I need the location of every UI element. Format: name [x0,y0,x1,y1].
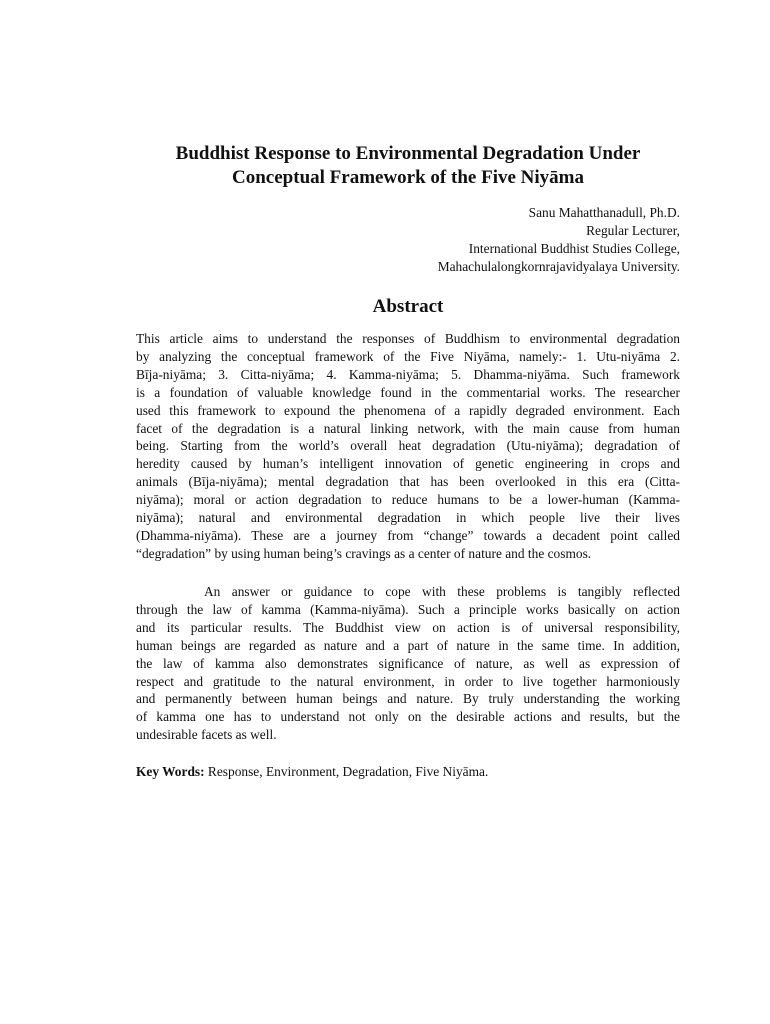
author-position: Regular Lecturer, [586,223,680,238]
author-block [230,204,680,276]
keywords-text: Response, Environment, Degradation, Five Niyāma. [204,764,489,779]
abstract-p2-line: respect and gratitude to the natural environment, in order to live together harmoniously [136,673,680,689]
keywords-label: Key Words: [136,764,205,779]
abstract-p1-line: (Dhamma-niyāma). These are a journey from “change” towards a decadent point called [136,527,680,543]
keywords-line [136,763,680,781]
author-college: International Buddhist Studies College, [468,241,680,256]
abstract-p1-line: facet of the degradation is a natural linking network, with the main cause from human [136,420,680,436]
abstract-p1-line: being. Starting from the world’s overall heat degradation (Utu-niyāma); degradation of [136,438,680,454]
abstract-p2-line: and permanently between human beings and nature. By truly understanding the working [136,691,680,707]
abstract-p1-line: This article aims to understand the responses of Buddhism to environmental degradation [136,331,680,346]
abstract-heading: Abstract [372,296,444,317]
abstract-p1-line: Bīja-niyāma; 3. Citta-niyāma; 4. Kamma-niyāma; 5. Dhamma-niyāma. Such framework [136,366,680,382]
abstract-p2-line: of kamma one has to understand not only on the desirable actions and results, but the [136,709,680,725]
abstract-p2-line: the law of kamma also demonstrates significance of nature, as well as expression of [136,655,680,671]
abstract-p2-line: human beings are regarded as nature and a part of nature in the same time. In addition, [136,637,680,653]
abstract-p2-line: and its particular results. The Buddhist view on action is of universal responsibility, [136,619,680,635]
author-name: Sanu Mahatthanadull, Ph.D. [528,205,680,220]
abstract-p2-line: undesirable facets as well. [136,727,277,743]
paper-title-line-1: Buddhist Response to Environmental Degradation Under [175,143,641,164]
abstract-p2-line: through the law of kamma (Kamma-niyāma). Such a principle works basically on action [136,601,680,617]
abstract-p1-line: niyāma); natural and environmental degradation in which people live their lives [136,510,680,526]
abstract-paragraph-1 [136,330,680,563]
abstract-p2-line: An answer or guidance to cope with these problems is tangibly reflected [204,584,680,599]
abstract-p1-line: is a foundation of valuable knowledge found in the commentarial works. The researcher [136,384,680,400]
abstract-paragraph-2 [136,583,680,744]
abstract-p1-line: niyāma); moral or action degradation to reduce humans to be a lower-human (Kamma- [136,492,680,508]
abstract-p1-line: “degradation” by using human being’s cravings as a center of nature and the cosmos. [136,545,592,561]
abstract-p1-line: used this framework to expound the phenomena of a rapidly degraded environment. Each [136,402,680,418]
paper-title-line-2: Conceptual Framework of the Five Niyāma [232,167,584,188]
abstract-p1-line: animals (Bīja-niyāma); mental degradation that has been overlooked in this era (Citta- [136,474,680,490]
abstract-p1-line: heredity caused by human’s intelligent innovation of genetic engineering in crops and [136,456,680,472]
author-university: Mahachulalongkornrajavidyalaya University. [437,259,680,274]
abstract-p1-line: by analyzing the conceptual framework of the Five Niyāma, namely:- 1. Utu-niyāma 2. [136,348,680,364]
